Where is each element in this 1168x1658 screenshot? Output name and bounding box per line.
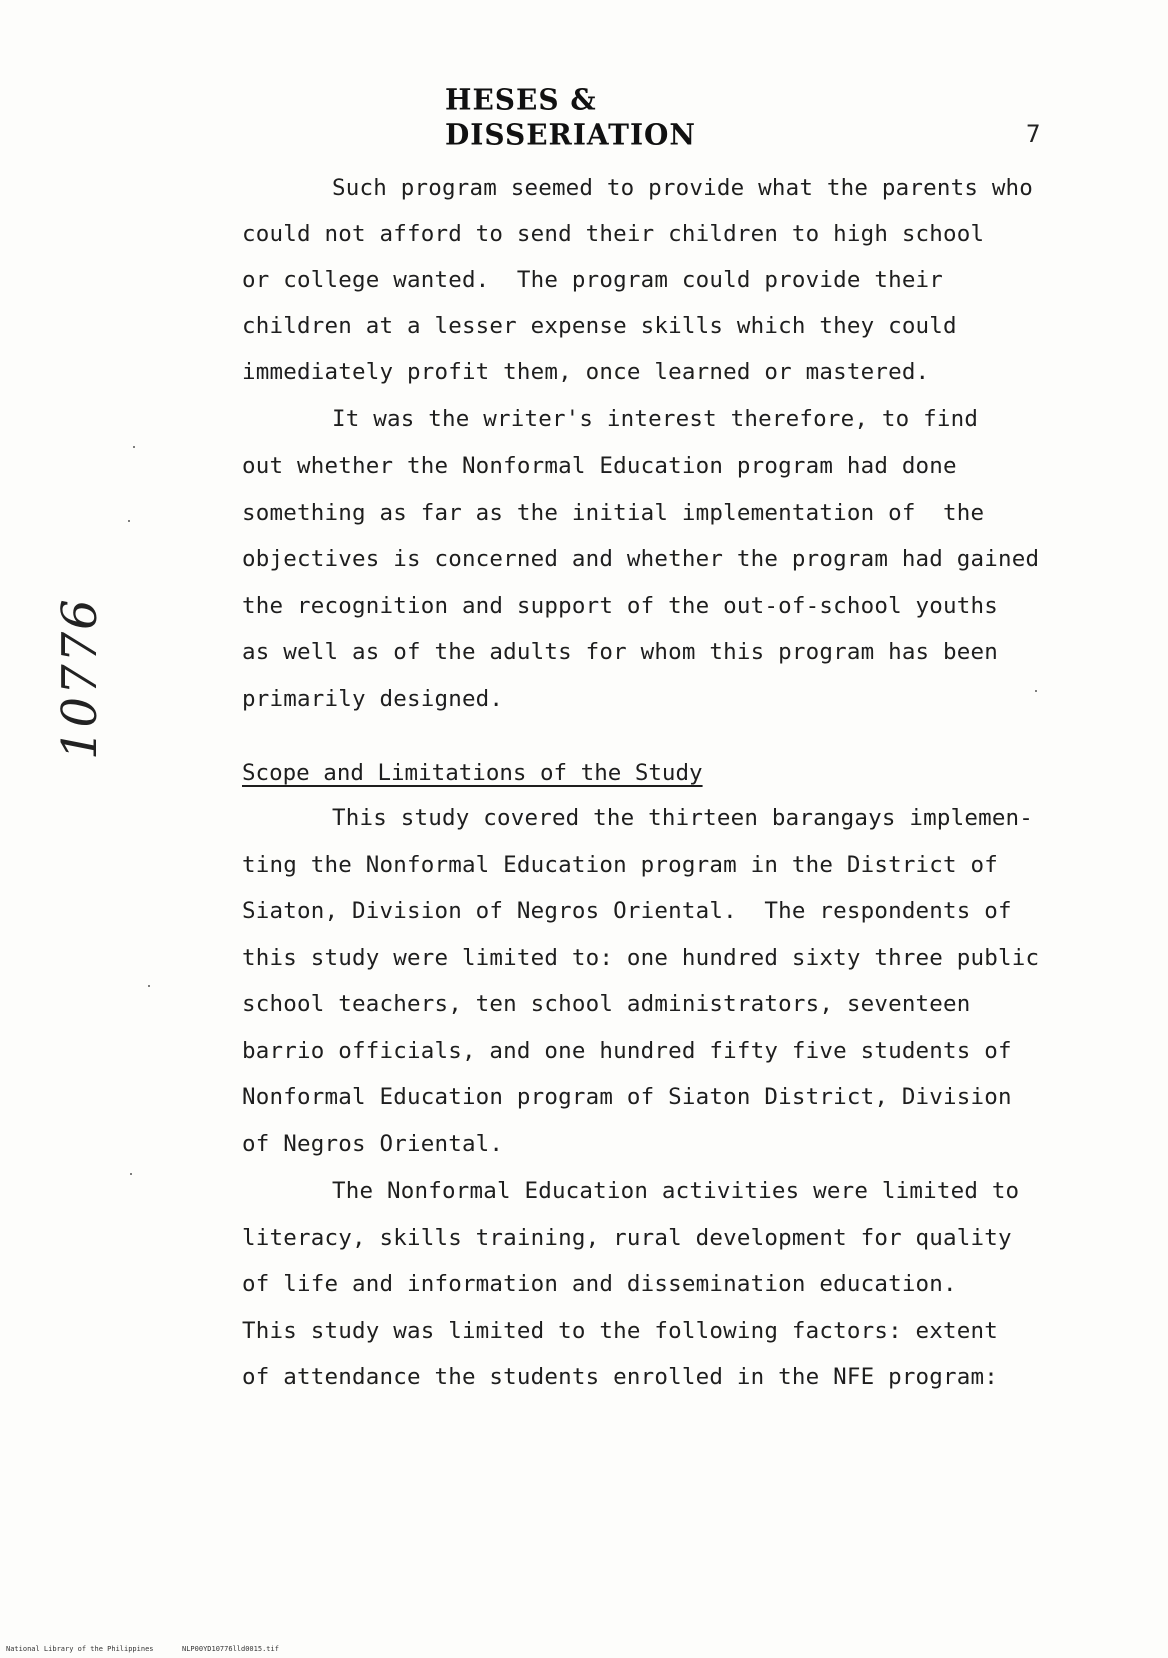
text-line: Nonformal Education program of Siaton District, Division — [242, 1084, 1012, 1110]
text-line: Siaton, Division of Negros Oriental. The respondents of — [242, 898, 1012, 924]
text-line: literacy, skills training, rural development for quality — [242, 1225, 1012, 1251]
scan-speck — [128, 520, 130, 522]
text-line: immediately profit them, once learned or mastered. — [242, 359, 930, 385]
scan-speck — [130, 1173, 132, 1175]
text-line: The Nonformal Education activities were limited to — [332, 1178, 1020, 1204]
text-line: children at a lesser expense skills which they could — [242, 313, 957, 339]
text-line: Such program seemed to provide what the parents who — [332, 175, 1034, 201]
text-line: could not afford to send their children to high school — [242, 221, 985, 247]
text-line: or college wanted. The program could provide their — [242, 267, 944, 293]
footer-file-code: NLP00YD10776lld0015.tif — [182, 1645, 279, 1653]
text-line: barrio officials, and one hundred fifty five students of — [242, 1038, 1012, 1064]
text-line: of attendance the students enrolled in the NFE program: — [242, 1364, 999, 1390]
handwritten-accession-number: 10776 — [52, 597, 108, 760]
text-line: of Negros Oriental. — [242, 1131, 504, 1157]
text-line: of life and information and dissemination education. — [242, 1271, 957, 1297]
footer-library-name: National Library of the Philippines — [6, 1645, 154, 1653]
scan-speck — [1035, 690, 1037, 692]
section-heading: Scope and Limitations of the Study — [242, 760, 703, 786]
text-line: objectives is concerned and whether the program had gained — [242, 546, 1040, 572]
theses-dissertation-stamp: HESES & DISSERIATION — [445, 82, 697, 152]
text-line: as well as of the adults for whom this program has been — [242, 639, 999, 665]
text-line: ting the Nonformal Education program in the District of — [242, 852, 999, 878]
text-line: something as far as the initial implementation of the — [242, 500, 985, 526]
text-line: the recognition and support of the out-of-school youths — [242, 593, 999, 619]
text-line: out whether the Nonformal Education program had done — [242, 453, 957, 479]
scan-speck — [148, 985, 150, 987]
text-line: This study covered the thirteen barangays implemen- — [332, 805, 1034, 831]
text-line: It was the writer's interest therefore, to find — [332, 406, 979, 432]
text-line: primarily designed. — [242, 686, 504, 712]
text-line: This study was limited to the following factors: extent — [242, 1318, 999, 1344]
text-line: this study were limited to: one hundred sixty three public — [242, 945, 1040, 971]
page-number: 7 — [1026, 120, 1041, 148]
scan-speck — [133, 446, 135, 448]
text-line: school teachers, ten school administrators, seventeen — [242, 991, 971, 1017]
